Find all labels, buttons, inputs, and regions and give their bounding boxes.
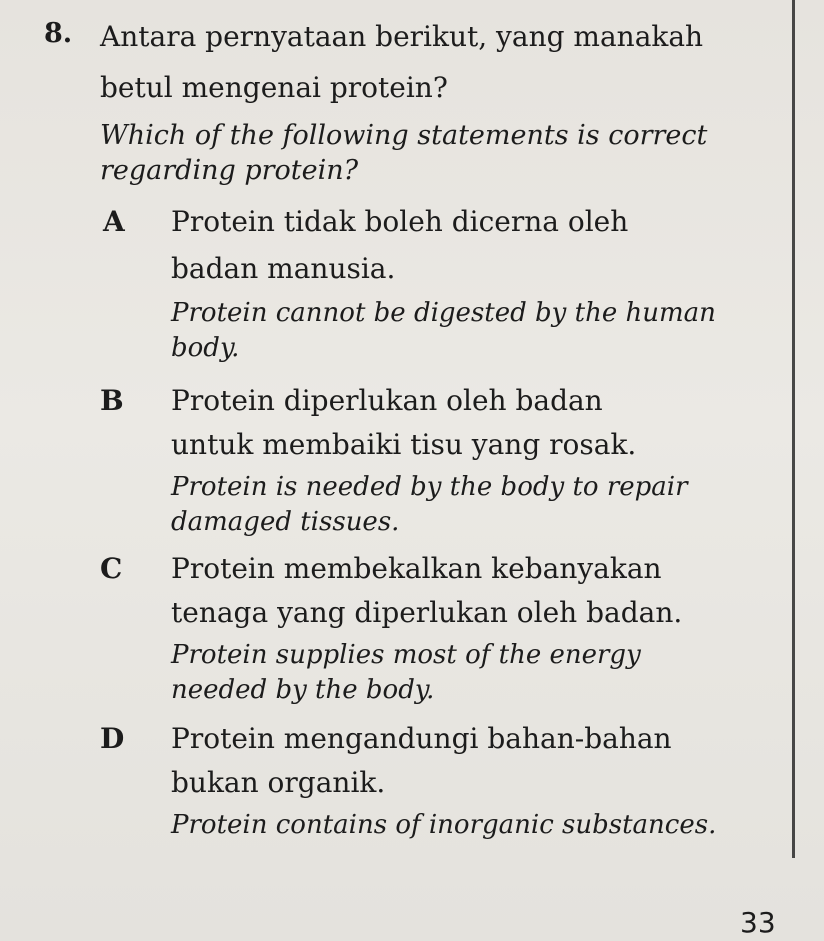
- option-c-malay-line-1: Protein membekalkan kebanyakan: [171, 552, 662, 585]
- option-c-english-line-2: needed by the body.: [171, 675, 435, 705]
- option-a-malay-line-1: Protein tidak boleh dicerna oleh: [171, 205, 629, 238]
- question-english-line-2: regarding protein?: [100, 155, 359, 186]
- option-b-malay-line-2: untuk membaiki tisu yang rosak.: [171, 428, 637, 461]
- option-a-malay-line-2: badan manusia.: [171, 252, 396, 285]
- option-b-letter: B: [100, 384, 124, 417]
- option-a-english-line-2: body.: [171, 333, 240, 363]
- option-a-english-line-1: Protein cannot be digested by the human: [171, 298, 716, 328]
- option-c-malay-line-2: tenaga yang diperlukan oleh badan.: [171, 596, 683, 629]
- option-c-letter: C: [100, 552, 123, 585]
- question-malay-line-1: Antara pernyataan berikut, yang manakah: [100, 20, 704, 53]
- option-b-malay-line-1: Protein diperlukan oleh badan: [171, 384, 603, 417]
- question-number: 8.: [44, 18, 73, 49]
- option-d-letter: D: [100, 722, 125, 755]
- option-c-english-line-1: Protein supplies most of the energy: [171, 640, 641, 670]
- option-b-english-line-1: Protein is needed by the body to repair: [171, 472, 688, 502]
- margin-rule: [792, 0, 795, 858]
- option-d-english-line-1: Protein contains of inorganic substances.: [171, 810, 717, 840]
- page-number: 33: [740, 906, 776, 939]
- option-a-letter: A: [103, 205, 125, 238]
- option-d-malay-line-2: bukan organik.: [171, 766, 386, 799]
- option-b-english-line-2: damaged tissues.: [171, 507, 400, 537]
- option-d-malay-line-1: Protein mengandungi bahan-bahan: [171, 722, 672, 755]
- question-english-line-1: Which of the following statements is correct: [100, 120, 708, 151]
- question-malay-line-2: betul mengenai protein?: [100, 71, 448, 104]
